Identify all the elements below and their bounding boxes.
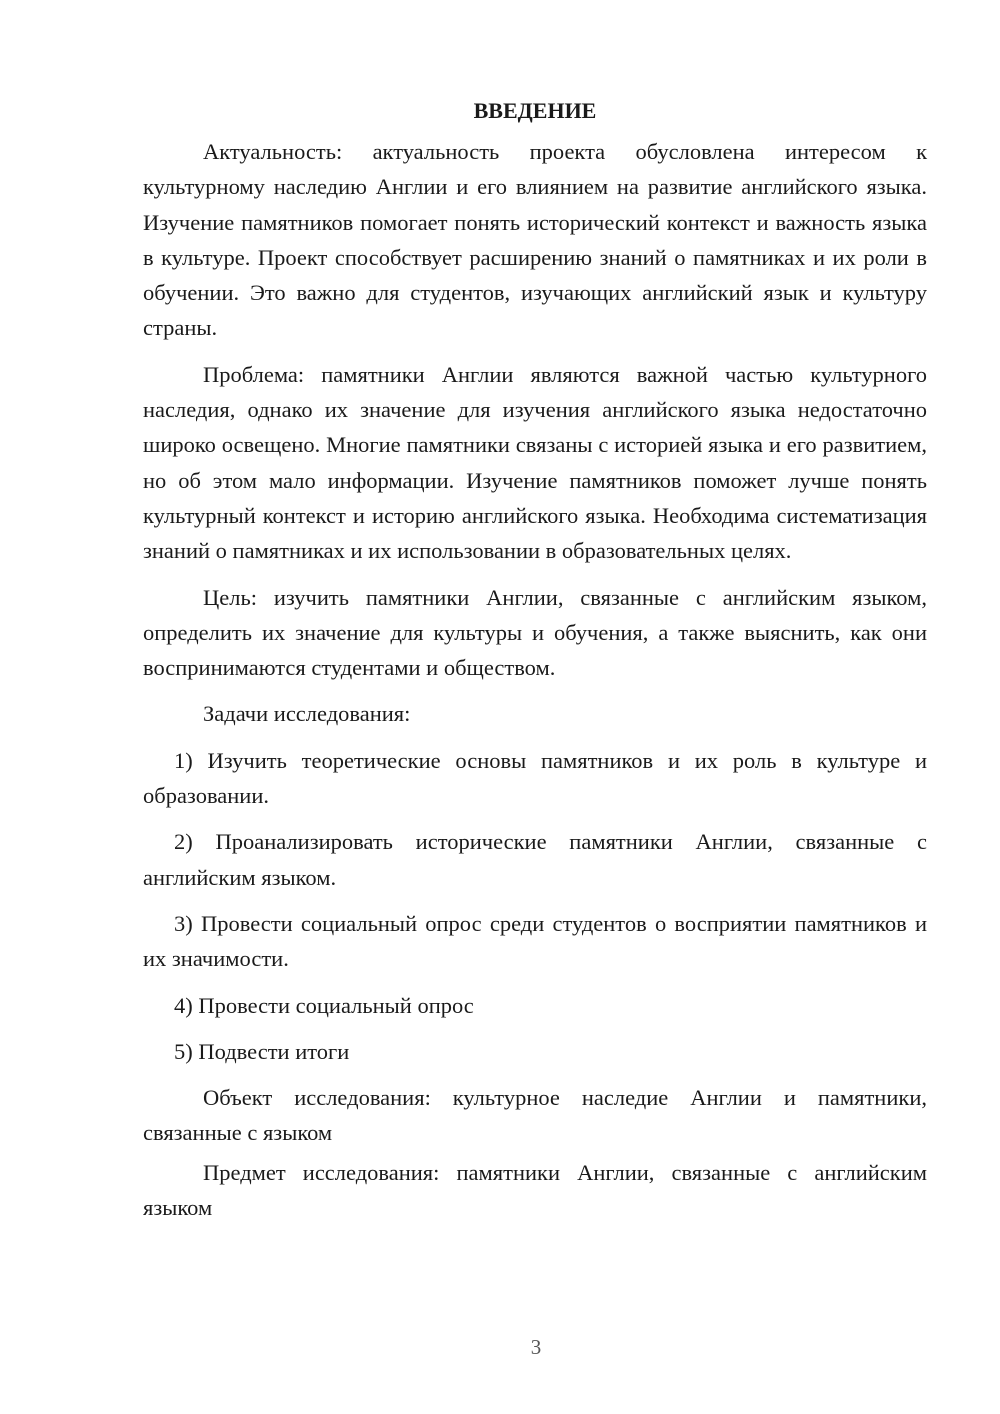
goal-paragraph: Цель: изучить памятники Англии, связанные с английским языком, определить их значение для культуры и обучения, а также выяснить, как они воспринимаются студентами и обществом. <box>143 584 927 681</box>
document-page <box>143 96 927 1236</box>
research-object-paragraph: Объект исследования: культурное наследие Англии и памятники, связанные с языком <box>143 1085 927 1146</box>
page-number: 3 <box>530 1335 542 1359</box>
tasks-heading: Задачи исследования: <box>203 701 411 727</box>
task-item-4: 4) Провести социальный опрос <box>174 992 474 1018</box>
relevance-paragraph: Актуальность: актуальность проекта обусловлена интересом к культурному наследию Англии и его влиянием на развитие английского языка. Изучение памятников помогает понять исторический контекст и важность языка в культуре. Проект способствует расширению знаний о памятниках и их роли в обучении. Это важно для студентов, изучающих английский язык и культуру страны. <box>143 139 927 341</box>
research-subject-paragraph: Предмет исследования: памятники Англии, связанные с английским языком <box>143 1159 927 1221</box>
problem-paragraph: Проблема: памятники Англии являются важной частью культурного наследия, однако их значение для изучения английского языка недостаточно широко освещено. Многие памятники связаны с историей языка и его развитием, но об этом мало информации. Изучение памятников поможет лучше понять культурный контекст и историю английского языка. Необходима систематизация знаний о памятниках и их использовании в образовательных целях. <box>143 361 927 564</box>
page-title: ВВЕДЕНИЕ <box>473 98 597 123</box>
task-item-3: 3) Провести социальный опрос среди студентов о восприятии памятников и их значимости. <box>143 910 927 972</box>
task-item-1: 1) Изучить теоретические основы памятников и их роль в культуре и образовании. <box>143 747 927 809</box>
task-item-2: 2) Проанализировать исторические памятники Англии, связанные с английским языком. <box>143 829 927 890</box>
task-item-5: 5) Подвести итоги <box>174 1038 350 1064</box>
